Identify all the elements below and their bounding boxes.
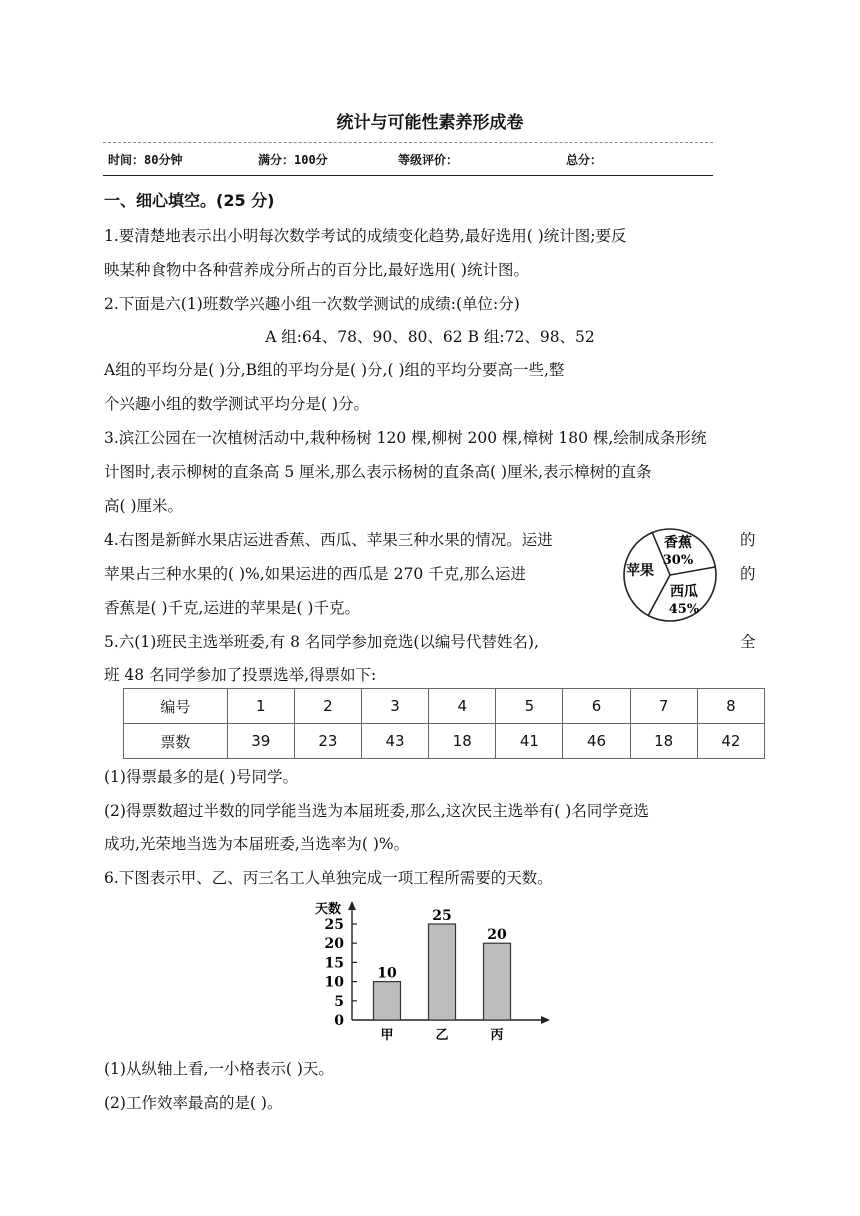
bar (374, 982, 401, 1020)
grade-label: 等级评价： (398, 153, 459, 167)
fruit-pie-chart (612, 520, 732, 630)
q5-line-1: 5.六(1)班民主选举班委,有 8 名同学参加竞选(以编号代替姓名), (104, 633, 539, 651)
q3-line-3: 高( )厘米。 (104, 497, 184, 515)
q2-line-4: 个兴趣小组的数学测试平均分是( )分。 (104, 395, 370, 413)
q2-line-3: A组的平均分是( )分,B组的平均分是( )分,( )组的平均分要高一些,整 (104, 361, 565, 379)
pie-label-watermelon: 西瓜 (670, 584, 698, 600)
q6-sub-1: (1)从纵轴上看,一小格表示( )天。 (104, 1060, 334, 1078)
q1-line-1: 1.要清楚地表示出小明每次数学考试的成绩变化趋势,最好选用( )统计图;要反 (104, 227, 627, 245)
workdays-bar-chart (300, 896, 560, 1046)
table-cell: 41 (496, 724, 563, 759)
q2-line-1: 2.下面是六(1)班数学兴趣小组一次数学测试的成绩:(单位:分) (104, 295, 520, 313)
table-row (124, 724, 765, 759)
table-row (124, 689, 765, 724)
x-tick-label: 乙 (435, 1028, 449, 1043)
q2-scores: A 组:64、78、90、80、62 B 组:72、98、52 (265, 328, 595, 346)
q1-line-2: 映某种食物中各种营养成分所占的百分比,最好选用( )统计图。 (104, 261, 529, 279)
x-axis-arrow (541, 1016, 550, 1024)
full-score-label: 满分：100分 (258, 153, 328, 167)
y-tick-label: 15 (324, 955, 344, 972)
y-axis-label: 天数 (314, 902, 342, 917)
table-cell: 1 (227, 689, 294, 724)
pie-label-banana: 香蕉 (664, 535, 692, 551)
section-heading: 一、细心填空。(25 分) (104, 191, 275, 210)
data-label: 20 (487, 927, 507, 944)
x-tick-label: 甲 (380, 1028, 394, 1043)
q5-line-2: 班 48 名同学参加了投票选举,得票如下: (104, 666, 377, 684)
pie-label-banana-pct: 30% (662, 553, 694, 568)
data-label: 25 (432, 908, 452, 924)
table-cell: 39 (227, 724, 294, 759)
table-cell: 6 (563, 689, 630, 724)
bar (429, 924, 456, 1020)
q5-sub-2b: 成功,光荣地当选为本届班委,当选率为( )%。 (104, 835, 410, 853)
table-cell: 编号 (124, 689, 228, 724)
table-cell: 18 (630, 724, 697, 759)
table-cell: 票数 (124, 724, 228, 759)
q4-line-1-end: 的 (740, 531, 756, 549)
bar (484, 943, 511, 1020)
y-axis-arrow (348, 901, 356, 910)
table-cell: 43 (361, 724, 428, 759)
q5-sub-2a: (2)得票数超过半数的同学能当选为本届班委,那么,这次民主选举有( )名同学竞选 (104, 802, 649, 820)
q6-sub-2: (2)工作效率最高的是( )。 (104, 1094, 283, 1112)
y-tick-label: 0 (334, 1013, 344, 1029)
pie-divider-3 (648, 575, 670, 616)
q5-sub-1: (1)得票最多的是( )号同学。 (104, 768, 298, 786)
solid-divider (103, 175, 713, 176)
q3-line-1: 3.滨江公园在一次植树活动中,栽种杨树 120 棵,柳树 200 棵,樟树 180 棵,绘制成条形统 (104, 429, 707, 447)
table-cell: 2 (294, 689, 361, 724)
dashed-divider (103, 142, 713, 143)
table-cell: 8 (697, 689, 764, 724)
q4-line-1: 4.右图是新鲜水果店运进香蕉、西瓜、苹果三种水果的情况。运进 (104, 531, 553, 549)
x-tick-label: 丙 (490, 1028, 504, 1043)
q4-line-3: 香蕉是( )千克,运进的苹果是( )千克。 (104, 599, 360, 617)
q4-line-2-end: 的 (740, 565, 756, 583)
q5-line-1-end: 全 (740, 633, 756, 651)
table-cell: 23 (294, 724, 361, 759)
data-label: 10 (377, 965, 397, 982)
table-cell: 3 (361, 689, 428, 724)
table-cell: 4 (429, 689, 496, 724)
q3-line-2: 计图时,表示柳树的直条高 5 厘米,那么表示杨树的直条高( )厘米,表示樟树的直条 (104, 463, 652, 481)
y-tick-label: 25 (324, 917, 344, 933)
pie-label-apple: 苹果 (626, 563, 654, 579)
votes-table (123, 688, 765, 759)
table-cell: 5 (496, 689, 563, 724)
y-tick-label: 10 (324, 974, 344, 991)
pie-divider-2 (670, 567, 715, 575)
page-title: 统计与可能性素养形成卷 (336, 113, 524, 133)
table-cell: 18 (429, 724, 496, 759)
table-cell: 7 (630, 689, 697, 724)
table-cell: 42 (697, 724, 764, 759)
q6-line-1: 6.下图表示甲、乙、丙三名工人单独完成一项工程所需要的天数。 (104, 869, 553, 887)
table-cell: 46 (563, 724, 630, 759)
time-label: 时间：80分钟 (108, 153, 183, 167)
pie-label-watermelon-pct: 45% (668, 602, 700, 617)
y-tick-label: 5 (334, 993, 344, 1010)
total-label: 总分： (566, 153, 603, 167)
q4-line-2: 苹果占三种水果的( )%,如果运进的西瓜是 270 千克,那么运进 (104, 565, 527, 583)
y-tick-label: 20 (324, 936, 344, 953)
